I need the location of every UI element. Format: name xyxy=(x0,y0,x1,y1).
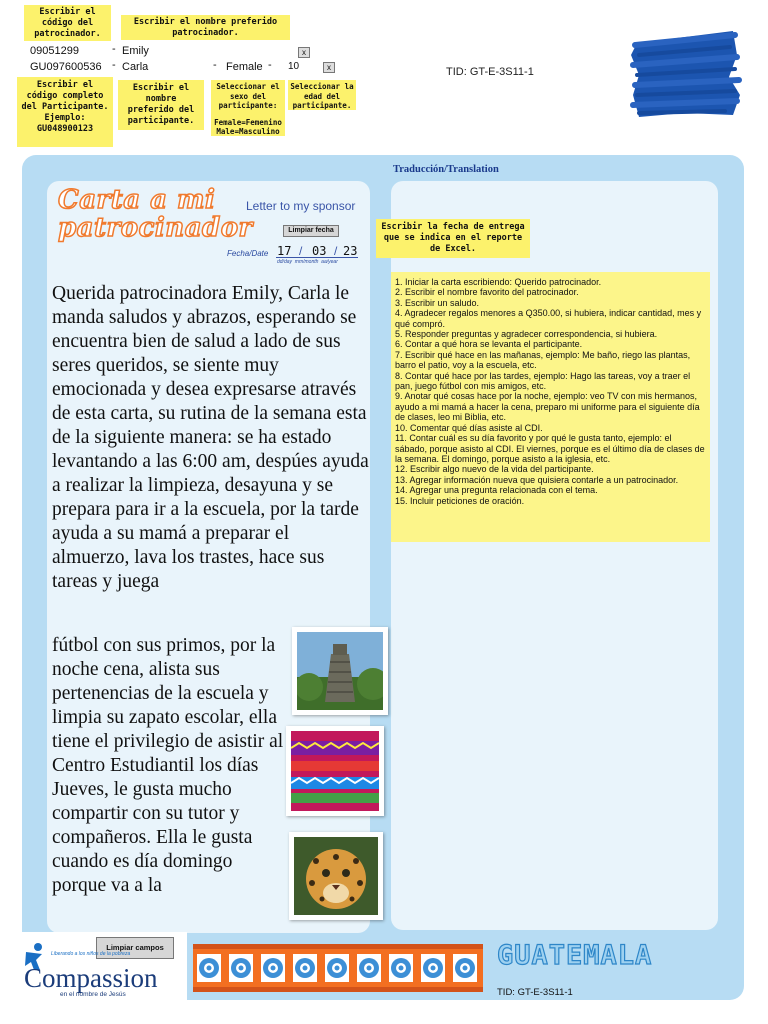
dash: - xyxy=(112,43,116,55)
date-month[interactable]: 03 xyxy=(312,244,327,258)
instruction-item: 13. Agregar información nueva que quisiera contarle a un patrocinador. xyxy=(395,474,679,485)
date-label: Fecha/Date xyxy=(227,249,269,258)
instruction-item: 1. Iniciar la carta escribiendo: Querido patrocinador. xyxy=(395,277,602,287)
logo-name: Compassion xyxy=(24,963,158,993)
clear-date-button[interactable]: Limpiar fecha xyxy=(283,225,339,237)
participant-age-note: Seleccionar la edad del participante. xyxy=(288,80,356,110)
participant-name-field[interactable]: Carla xyxy=(122,61,149,73)
age-select[interactable]: 10 xyxy=(288,61,300,72)
date-underline xyxy=(276,257,358,258)
sex-note-text: Seleccionar el sexo del participante: xyxy=(216,82,280,110)
letter-text-2[interactable]: fútbol con sus primos, por la noche cena, alista sus pertenencias de la escuela y limpia su zapato escolar, ella tiene el privilegio de asistir al Centro Estudiantil los días Jueves, le gusta mucho compartir con su tutor y compañeros. Ella le gusta cuando es día domingo porque va a la xyxy=(52,635,284,896)
participant-code-note: Escribir el código completo del Participante. Ejemplo: GU048900123 xyxy=(17,77,113,147)
date-separator: / xyxy=(334,244,338,258)
letter-title: Carta a mi patrocinador xyxy=(58,185,253,243)
instruction-item: 7. Escribir qué hace en las mañanas, ejemplo: Me baño, riego las plantas, barro el patio, voy a la escuela, etc. xyxy=(395,349,691,371)
dash: - xyxy=(213,59,217,71)
letter-text-1[interactable]: Querida patrocinadora Emily, Carla le manda saludos y abrazos, esperando se encuentra bien de salud a lado de sus seres queridos, se siente muy emocionada y desea expresarse através de esta carta, su rutina de la semana esta de la siguiente manera: se ha estado levantando a las 6:00 am, despúes ayuda a realizar la limpieza, desayuna y se prepara para ir a la escuela, por la tarde ayuda a su mamá a preparar el almuerzo, lava los trastes, hace sus tareas y juega xyxy=(52,283,369,592)
textile-border xyxy=(193,944,483,992)
instruction-item: 11. Contar cuál es su día favorito y por qué le gusta tanto, ejemplo: el sábado, porque asisto al CDI. El viernes, porque es el último día de clases de la semana. El domingo, porque asisto a la iglesia, etc. xyxy=(395,433,705,464)
letter-subtitle: Letter to my sponsor xyxy=(246,199,356,213)
dash: - xyxy=(268,59,272,71)
instruction-item: 6. Contar a qué hora se levanta el participante. xyxy=(395,339,583,350)
instruction-item: 14. Agregar una pregunta relacionada con el tema. xyxy=(395,485,598,496)
clear-participant-button[interactable]: x xyxy=(323,62,335,73)
logo-tagline: Liberando a los niños de la pobreza xyxy=(51,951,131,957)
instruction-item: 4. Agradecer regalos menores a Q350.00, si hubiera, indicar cantidad, mes y qué compró. xyxy=(395,308,702,329)
instruction-item: 5. Responder preguntas y agradecer correspondencia, si hubiera. xyxy=(395,329,658,340)
participant-sex-note xyxy=(211,80,285,136)
date-day[interactable]: 17 xyxy=(277,244,292,258)
sponsor-name-note: Escribir el nombre preferido patrocinador. xyxy=(121,15,290,40)
clear-sponsor-button[interactable]: x xyxy=(298,47,310,58)
jaguar-photo xyxy=(289,832,383,920)
instruction-item: 2. Escribir el nombre favorito del patrocinador. xyxy=(395,287,579,298)
tid-top: TID: GT-E-3S11-1 xyxy=(446,66,534,78)
translation-label: Traducción/Translation xyxy=(393,164,499,175)
blue-scribble xyxy=(625,25,745,125)
sex-legend: Female=Femenino Male=Masculino xyxy=(214,117,282,136)
tid-bottom: TID: GT-E-3S11-1 xyxy=(497,987,573,998)
instruction-item: 3. Escribir un saludo. xyxy=(395,297,480,308)
instruction-item: 8. Contar qué hace por las tardes, ejemplo: Hago las tareas, voy a traer el pan, juego fútbol con mis amigos, etc. xyxy=(395,370,691,392)
instruction-item: 12. Escribir algo nuevo de la vida del participante. xyxy=(395,464,594,475)
logo-subtitle: en el nombre de Jesús xyxy=(60,991,126,998)
participant-code-field[interactable]: GU097600536 xyxy=(30,61,102,73)
participant-name-note: Escribir el nombre preferido del participante. xyxy=(118,80,204,130)
sponsor-code-field[interactable]: 09051299 xyxy=(30,45,79,57)
date-separator: / xyxy=(299,244,303,258)
sex-select[interactable]: Female xyxy=(226,61,263,73)
clear-fields-button[interactable]: Limpiar campos xyxy=(96,937,174,959)
date-hint: dd/day mm/month aa/year xyxy=(277,259,338,265)
dash: - xyxy=(112,59,116,71)
instructions-note xyxy=(391,272,710,542)
date-year[interactable]: 23 xyxy=(343,244,358,258)
date-note: Escribir la fecha de entrega que se indica en el reporte de Excel. xyxy=(376,219,530,258)
instruction-item: 9. Anotar qué cosas hace por la noche, ejemplo: veo TV con mis hermanos, ayudo a mi mamá a hacer la cena, preparo mi uniforme para el siguiente día de clases, leo mi Biblia, etc. xyxy=(395,391,700,423)
sponsor-code-note: Escribir el código del patrocinador. xyxy=(24,5,111,41)
instruction-item: 15. Incluir peticiones de oración. xyxy=(395,495,525,506)
instruction-item: 10. Comentar qué días asiste al CDI. xyxy=(395,422,543,433)
sponsor-name-field[interactable]: Emily xyxy=(122,45,149,57)
temple-photo xyxy=(292,627,388,715)
country-name: GUATEMALA xyxy=(497,940,653,971)
textiles-photo xyxy=(286,726,384,816)
